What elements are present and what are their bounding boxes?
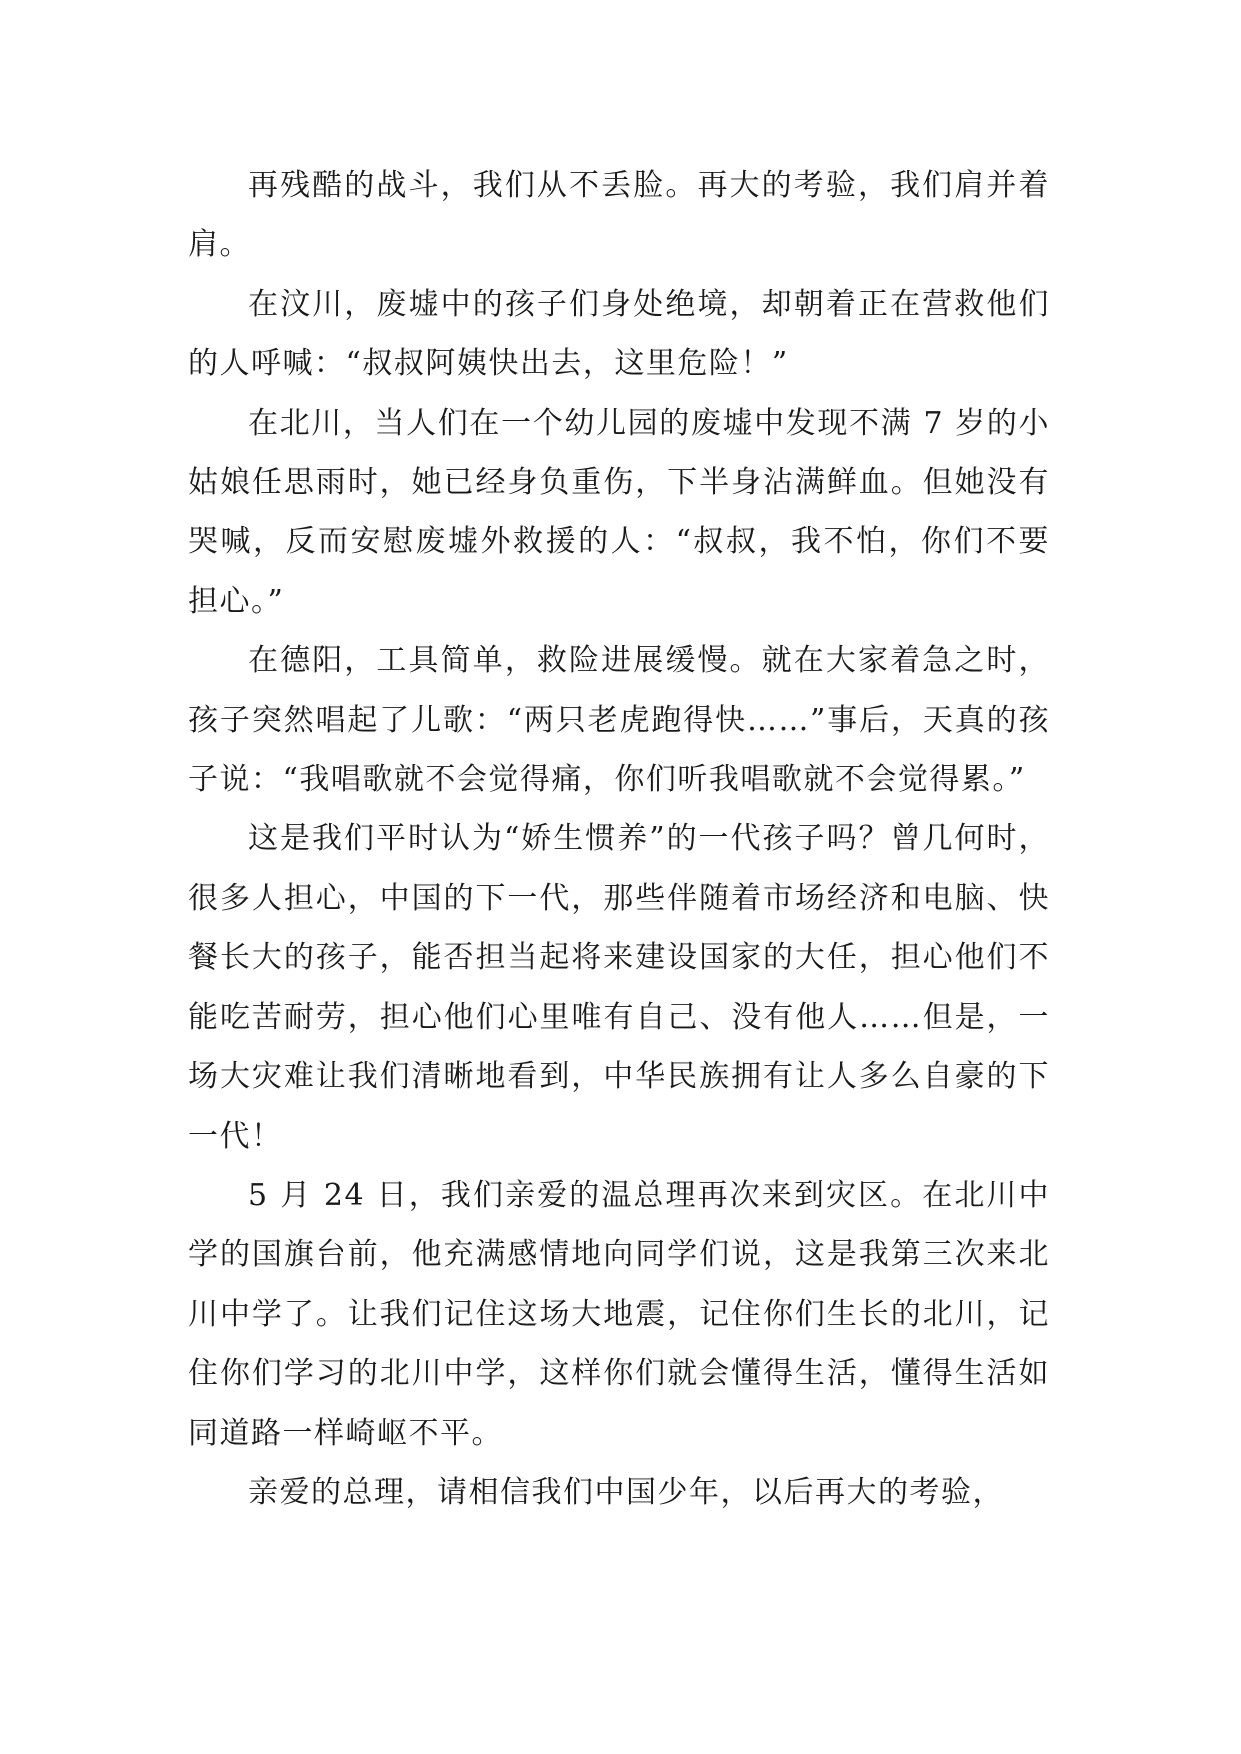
paragraph: 在北川，当人们在一个幼儿园的废墟中发现不满 7 岁的小姑娘任思雨时，她已经身负重伤，下半身沾满鲜血。但她没有哭喊，反而安慰废墟外救援的人：“叔叔，我不怕，你们不要担心。” [188,405,1050,619]
paragraph: 这是我们平时认为“娇生惯养”的一代孩子吗？曾几何时，很多人担心，中国的下一代，那些伴随着市场经济和电脑、快餐长大的孩子，能否担当起将来建设国家的大任，担心他们不能吃苦耐劳，担心他们心里唯有自己、没有他人……但是，一场大灾难让我们清晰地看到，中华民族拥有让人多么自豪的下一代！ [188,821,1050,1154]
paragraph: 在德阳，工具简单，救险进展缓慢。就在大家着急之时，孩子突然唱起了儿歌：“两只老虎跑得快……”事后，天真的孩子说：“我唱歌就不会觉得痛，你们听我唱歌就不会觉得累。” [188,643,1050,798]
paragraph: 再残酷的战斗，我们从不丢脸。再大的考验，我们肩并着肩。 [188,168,1050,263]
paragraph: 亲爱的总理，请相信我们中国少年，以后再大的考验， [248,1474,1004,1510]
paragraph: 5 月 24 日，我们亲爱的温总理再次来到灾区。在北川中学的国旗台前，他充满感情地向同学们说，这是我第三次来北川中学了。让我们记住这场大地震，记住你们生长的北川，记住你们学习的北川中学，这样你们就会懂得生活，懂得生活如同道路一样崎岖不平。 [188,1177,1050,1451]
paragraph: 在汶川，废墟中的孩子们身处绝境，却朝着正在营救他们的人呼喊：“叔叔阿姨快出去，这里危险！” [188,286,1050,382]
body-text [188,156,1050,1522]
